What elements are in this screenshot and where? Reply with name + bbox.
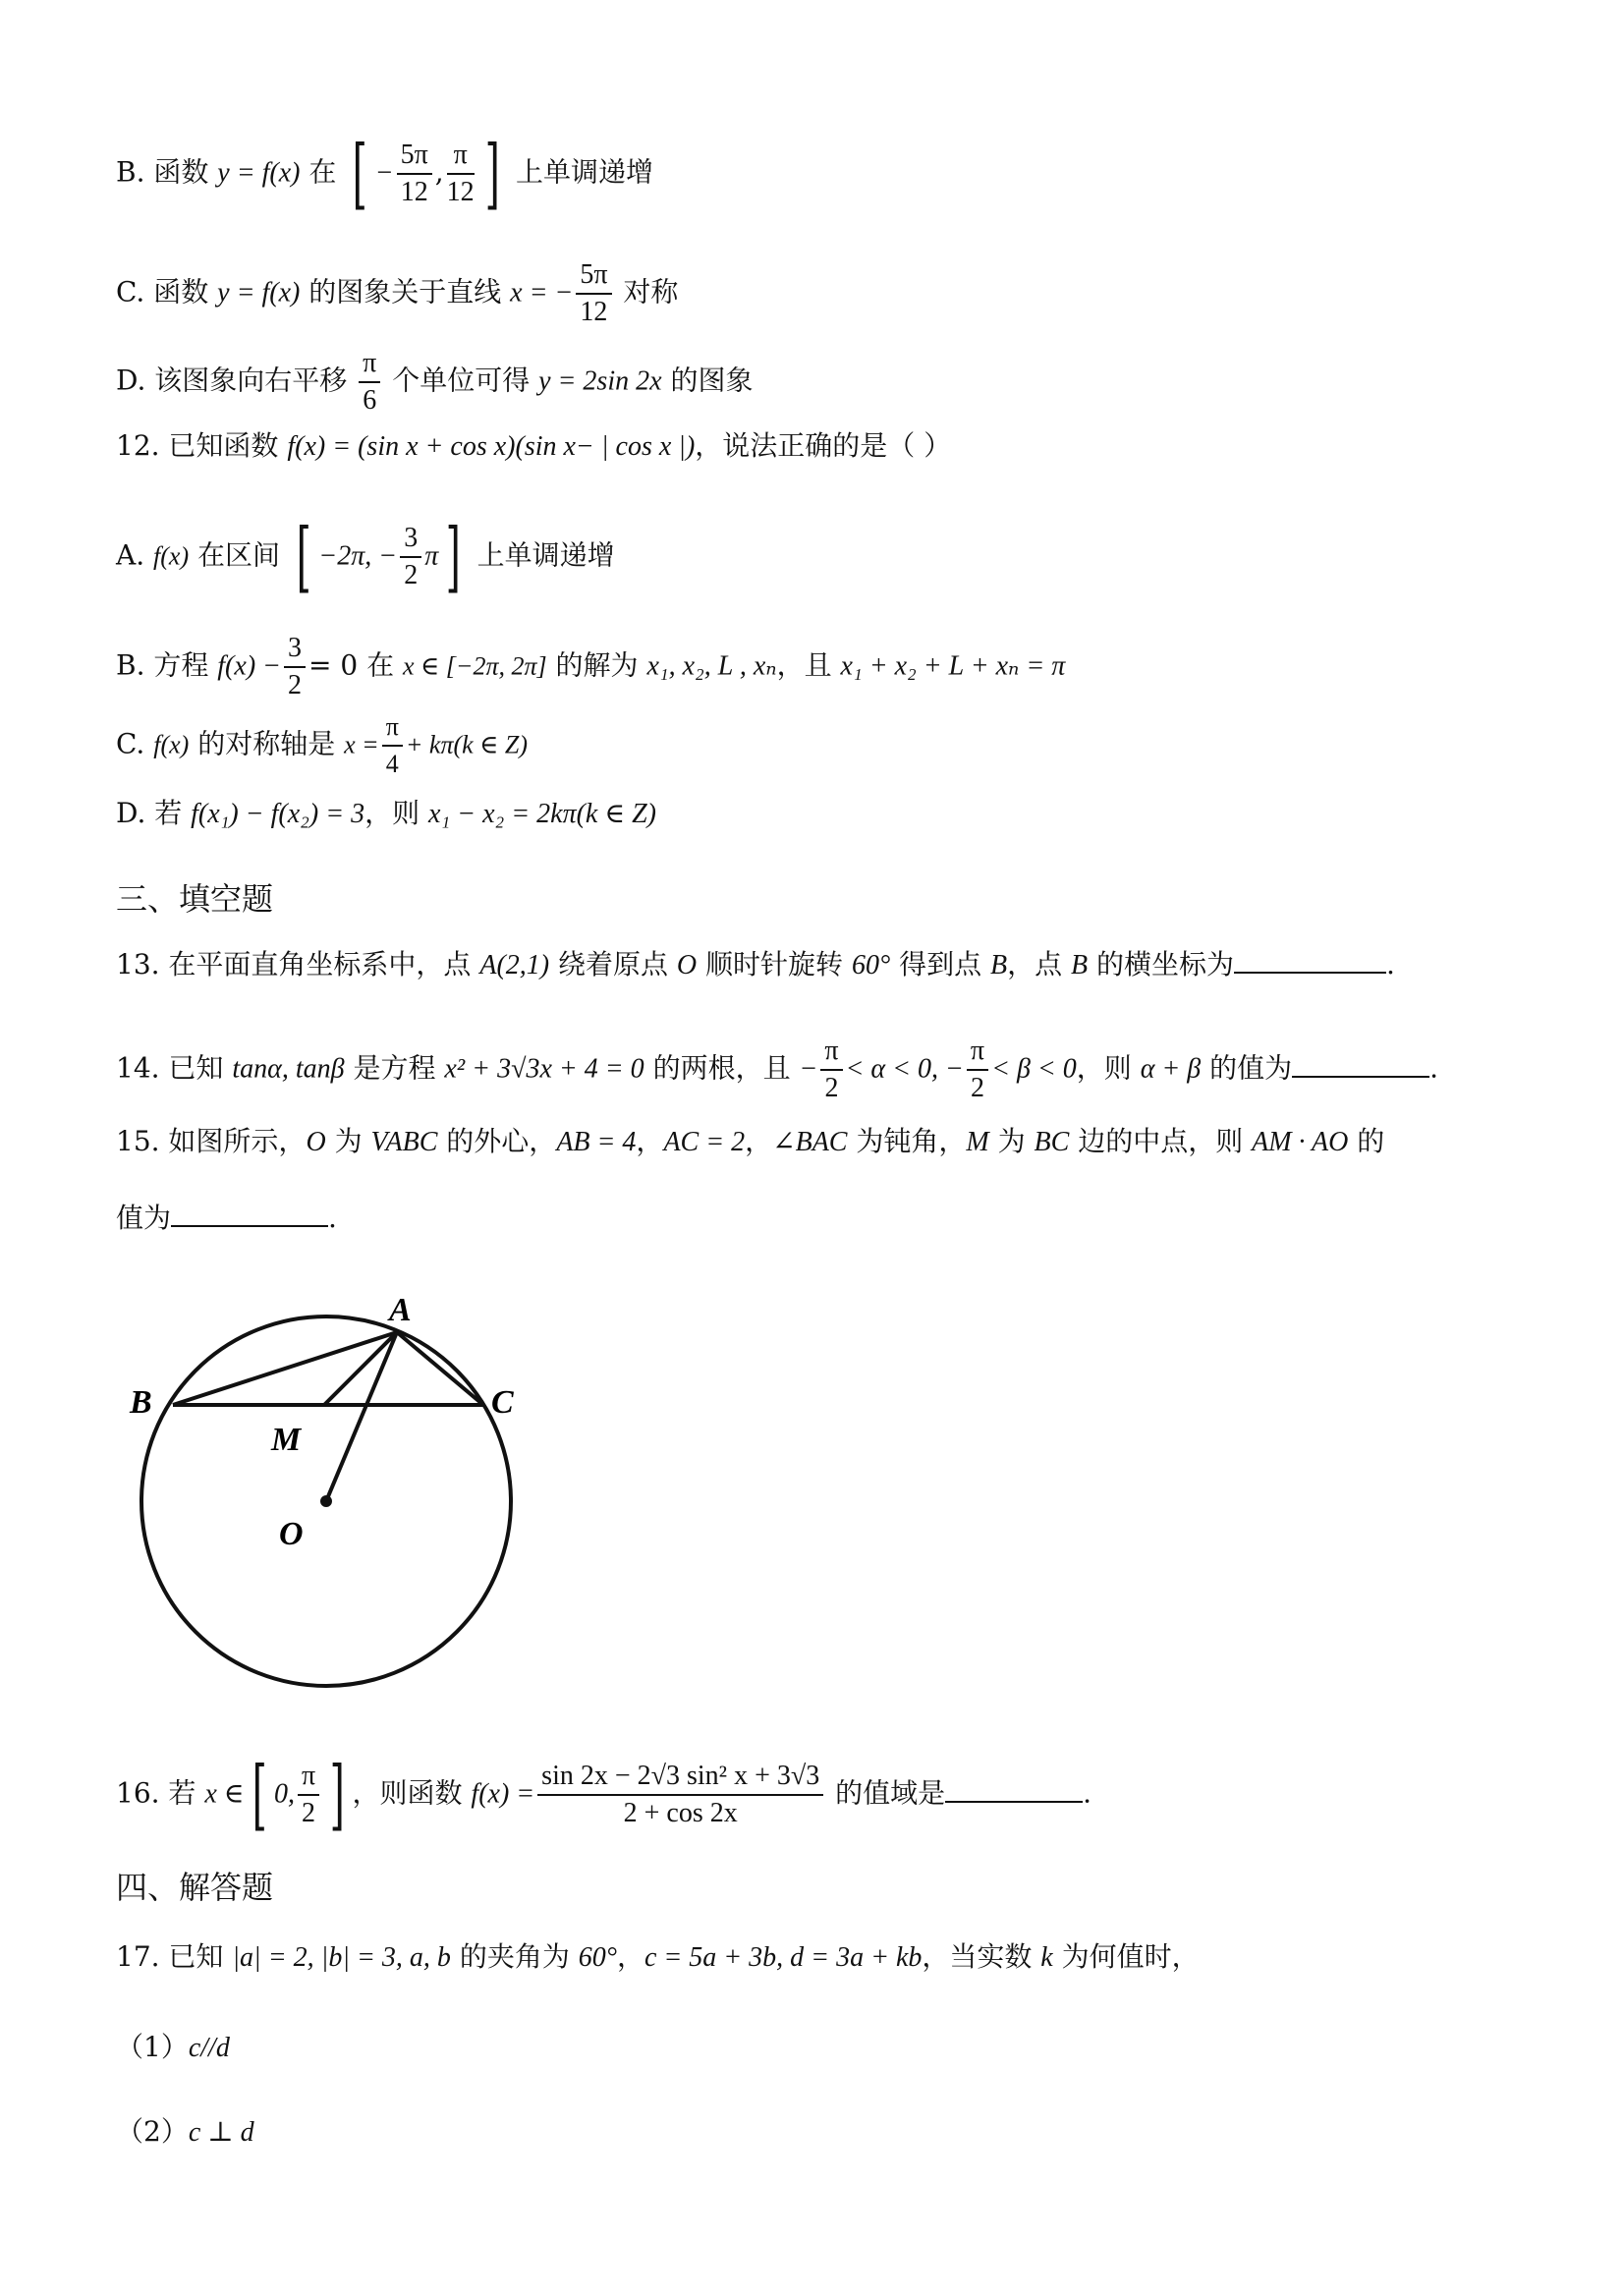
segment-ao — [326, 1332, 397, 1501]
answer-blank[interactable] — [1292, 1050, 1429, 1078]
q12-option-d: D. 若 f(x₁) − f(x₂) = 3，则 x₁ − x₂ = 2kπ(k ∈ Z) — [116, 797, 656, 829]
q14: 14. 已知 tanα, tanβ 是方程 x² + 3√3x + 4 = 0 的两根，且 − $\frac{\pi}{2}$ < α < 0, − $\frac{\pi}{2}$ < β < 0，则 α + β 的值为 . — [116, 1036, 1439, 1103]
q16: 16. 若 x ∈[ 0, $\frac{\pi}{2}$ ] ，则函数 f(x) = $\frac{\text{sin 2x − 2√3 sin² x + 3√3}}{2 + \cos 2x}$ 的值域是 . — [116, 1751, 1092, 1839]
q12-option-b: B. 方程 f(x) − $\frac{3}{2}$ = 0 在 x ∈ [−2π, 2π] 的解为 x₁, x₂, L , xₙ，且 x₁ + x₂ + L + xₙ = π — [116, 633, 1066, 700]
q17-part2: （2）c ⊥ d — [116, 2115, 254, 2148]
center-point — [320, 1495, 332, 1507]
label-b: B — [130, 1384, 152, 1421]
label-m: M — [271, 1422, 302, 1458]
label-o: O — [279, 1516, 304, 1552]
q12-option-a: A. f(x) 在区间 [ −2π, − $\frac{3}{2}$ π] 上单调递增 — [116, 513, 615, 601]
q12-stem: 12. 已知函数 f(x) = (sin x + cos x)(sin x− | cos x |)，说法正确的是（ ） — [116, 429, 952, 462]
section-heading-fill-in: 三、填空题 — [116, 880, 274, 918]
answer-blank[interactable] — [945, 1775, 1083, 1803]
answer-blank[interactable] — [1234, 946, 1386, 974]
section-heading-solve: 四、解答题 — [116, 1869, 274, 1906]
circle-figure — [118, 1277, 531, 1709]
label-a: A — [389, 1292, 412, 1328]
q15: 15. 如图所示，O 为 VABC 的外心，AB = 4，AC = 2，∠BAC 为钝角，M 为 BC 边的中点，则 AM · AO 的 — [116, 1125, 1385, 1157]
q11-option-d: D. 该图象向右平移 $\frac{\pi}{6}$ 个单位可得 y = 2sin 2x 的图象 — [116, 348, 754, 416]
q13: 13. 在平面直角坐标系中，点 A(2,1) 绕着原点 O 顺时针旋转 60° 得到点 B，点 B 的横坐标为 . — [116, 948, 1395, 980]
segment-ac — [397, 1332, 483, 1405]
label-c: C — [491, 1384, 514, 1421]
q12-option-c: C. f(x) 的对称轴是 x = $\frac{\pi}{4}$ + kπ(k ∈ Z) — [116, 709, 528, 782]
q17-part1: （1）c//d — [116, 2031, 230, 2063]
q11-option-c: C. 函数 y = f(x) 的图象关于直线 x = − $\frac{5\pi}{12}$ 对称 — [116, 259, 679, 327]
q15-line2: 值为 . — [116, 1202, 337, 1234]
q11-option-b: B. 函数 y = f(x) 在 [ − $\frac{5\pi}{12}$ , $\frac{\pi}{12}$ ] 上单调递增 — [116, 130, 654, 218]
q17: 17. 已知 |a| = 2, |b| = 3, a, b 的夹角为 60°，c = 5a + 3b, d = 3a + kb，当实数 k 为何值时， — [116, 1940, 1200, 1973]
answer-blank[interactable] — [171, 1200, 328, 1227]
